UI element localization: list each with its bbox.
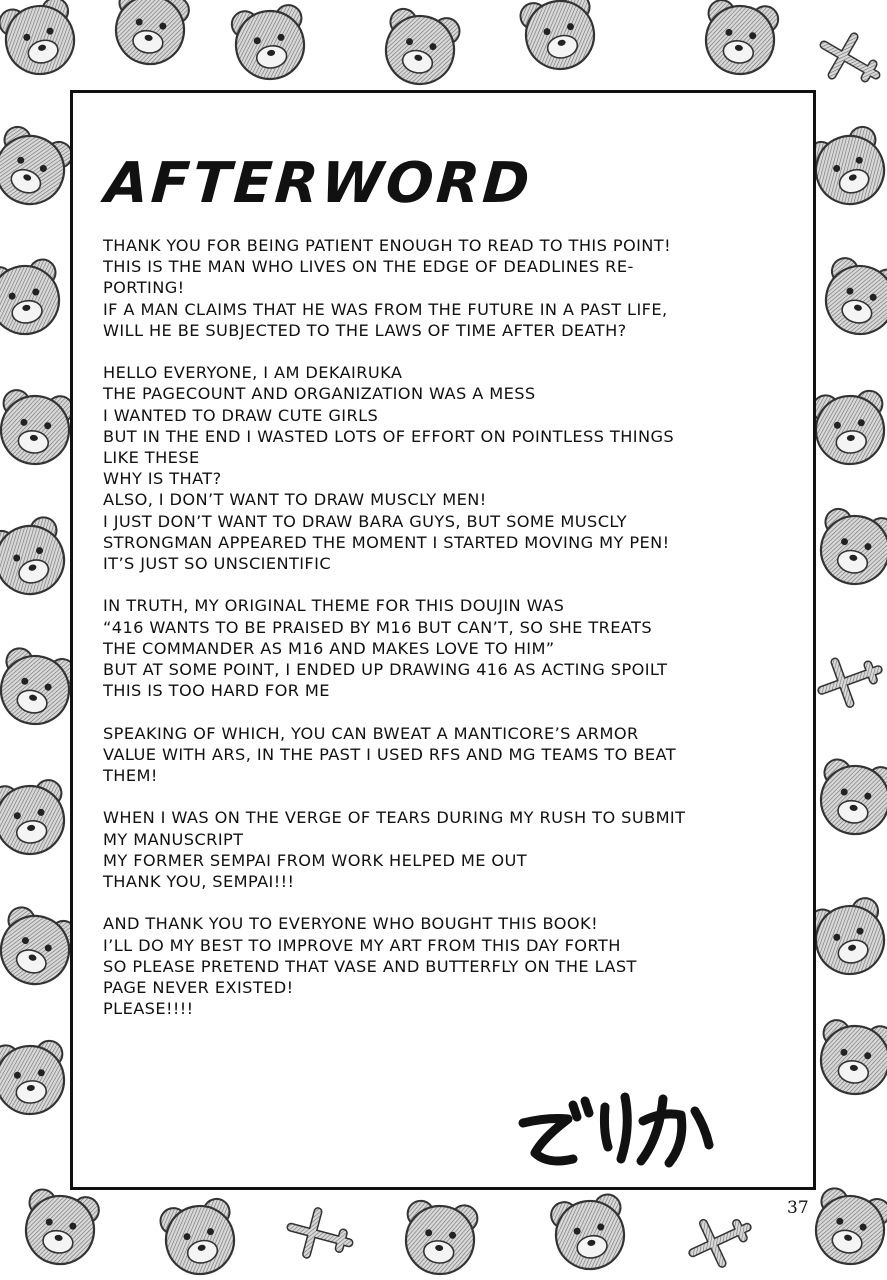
text-line: PORTING!	[103, 278, 185, 298]
paragraph-1	[103, 235, 803, 341]
text-line: THIS IS TOO HARD FOR ME	[103, 681, 330, 701]
text-line: ALSO, I DON’T WANT TO DRAW MUSCLY MEN!	[103, 490, 487, 510]
text-line: I’LL DO MY BEST TO IMPROVE MY ART FROM THIS DAY FORTH	[103, 935, 621, 955]
text-line: MY MANUSCRIPT	[103, 829, 244, 849]
text-line: HELLO EVERYONE, I AM DEKAIRUKA	[103, 363, 403, 383]
text-line: SO PLEASE PRETEND THAT VASE AND BUTTERFLY ON THE LAST	[103, 956, 637, 976]
text-line: AND THANK YOU TO EVERYONE WHO BOUGHT THIS BOOK!	[103, 914, 598, 934]
text-line: THANK YOU FOR BEING PATIENT ENOUGH TO READ TO THIS POINT!	[103, 236, 671, 255]
text-line: PAGE NEVER EXISTED!	[103, 978, 294, 998]
afterword-panel	[70, 90, 816, 1190]
paragraph-4	[103, 723, 803, 787]
text-line: MY FORMER SEMPAI FROM WORK HELPED ME OUT	[103, 850, 528, 870]
text-line: WHY IS THAT?	[103, 469, 222, 489]
page-number: 37	[784, 1198, 812, 1218]
paragraph-2	[103, 362, 803, 574]
text-line: I WANTED TO DRAW CUTE GIRLS	[103, 405, 379, 425]
text-line: “416 WANTS TO BE PRAISED BY M16 BUT CAN’T, SO SHE TREATS	[103, 617, 653, 637]
paragraph-3	[103, 595, 803, 701]
text-line: LIKE THESE	[103, 448, 200, 468]
text-line: SPEAKING OF WHICH, YOU CAN BWEAT A MANTICORE’S ARMOR	[103, 723, 639, 743]
text-line: THE PAGECOUNT AND ORGANIZATION WAS A MESS	[103, 384, 536, 404]
text-line: WILL HE BE SUBJECTED TO THE LAWS OF TIME AFTER DEATH?	[103, 320, 627, 340]
text-line: THEM!	[103, 766, 158, 786]
page-title: AFTERWORD	[102, 151, 535, 216]
text-line: THE COMMANDER AS M16 AND MAKES LOVE TO HIM”	[103, 638, 555, 658]
paragraph-5	[103, 807, 803, 892]
signature-icon	[513, 1083, 723, 1173]
text-line: BUT AT SOME POINT, I ENDED UP DRAWING 416 AS ACTING SPOILT	[103, 660, 668, 680]
text-line: STRONGMAN APPEARED THE MOMENT I STARTED MOVING MY PEN!	[103, 532, 670, 552]
text-line: I JUST DON’T WANT TO DRAW BARA GUYS, BUT SOME MUSCLY	[103, 511, 627, 531]
text-line: WHEN I WAS ON THE VERGE OF TEARS DURING MY RUSH TO SUBMIT	[103, 808, 686, 828]
text-line: BUT IN THE END I WASTED LOTS OF EFFORT ON POINTLESS THINGS	[103, 426, 675, 446]
text-line: IN TRUTH, MY ORIGINAL THEME FOR THIS DOUJIN WAS	[103, 596, 565, 616]
afterword-body	[103, 235, 803, 1041]
text-line: IT’S JUST SO UNSCIENTIFIC	[103, 554, 332, 574]
text-line: THIS IS THE MAN WHO LIVES ON THE EDGE OF DEADLINES RE-	[103, 257, 634, 277]
paragraph-6	[103, 913, 803, 1019]
text-line: PLEASE!!!!	[103, 999, 194, 1019]
text-line: VALUE WITH ARS, IN THE PAST I USED RFS AND MG TEAMS TO BEAT	[103, 744, 676, 764]
text-line: THANK YOU, SEMPAI!!!	[103, 872, 295, 892]
text-line: IF A MAN CLAIMS THAT HE WAS FROM THE FUTURE IN A PAST LIFE,	[103, 299, 668, 319]
